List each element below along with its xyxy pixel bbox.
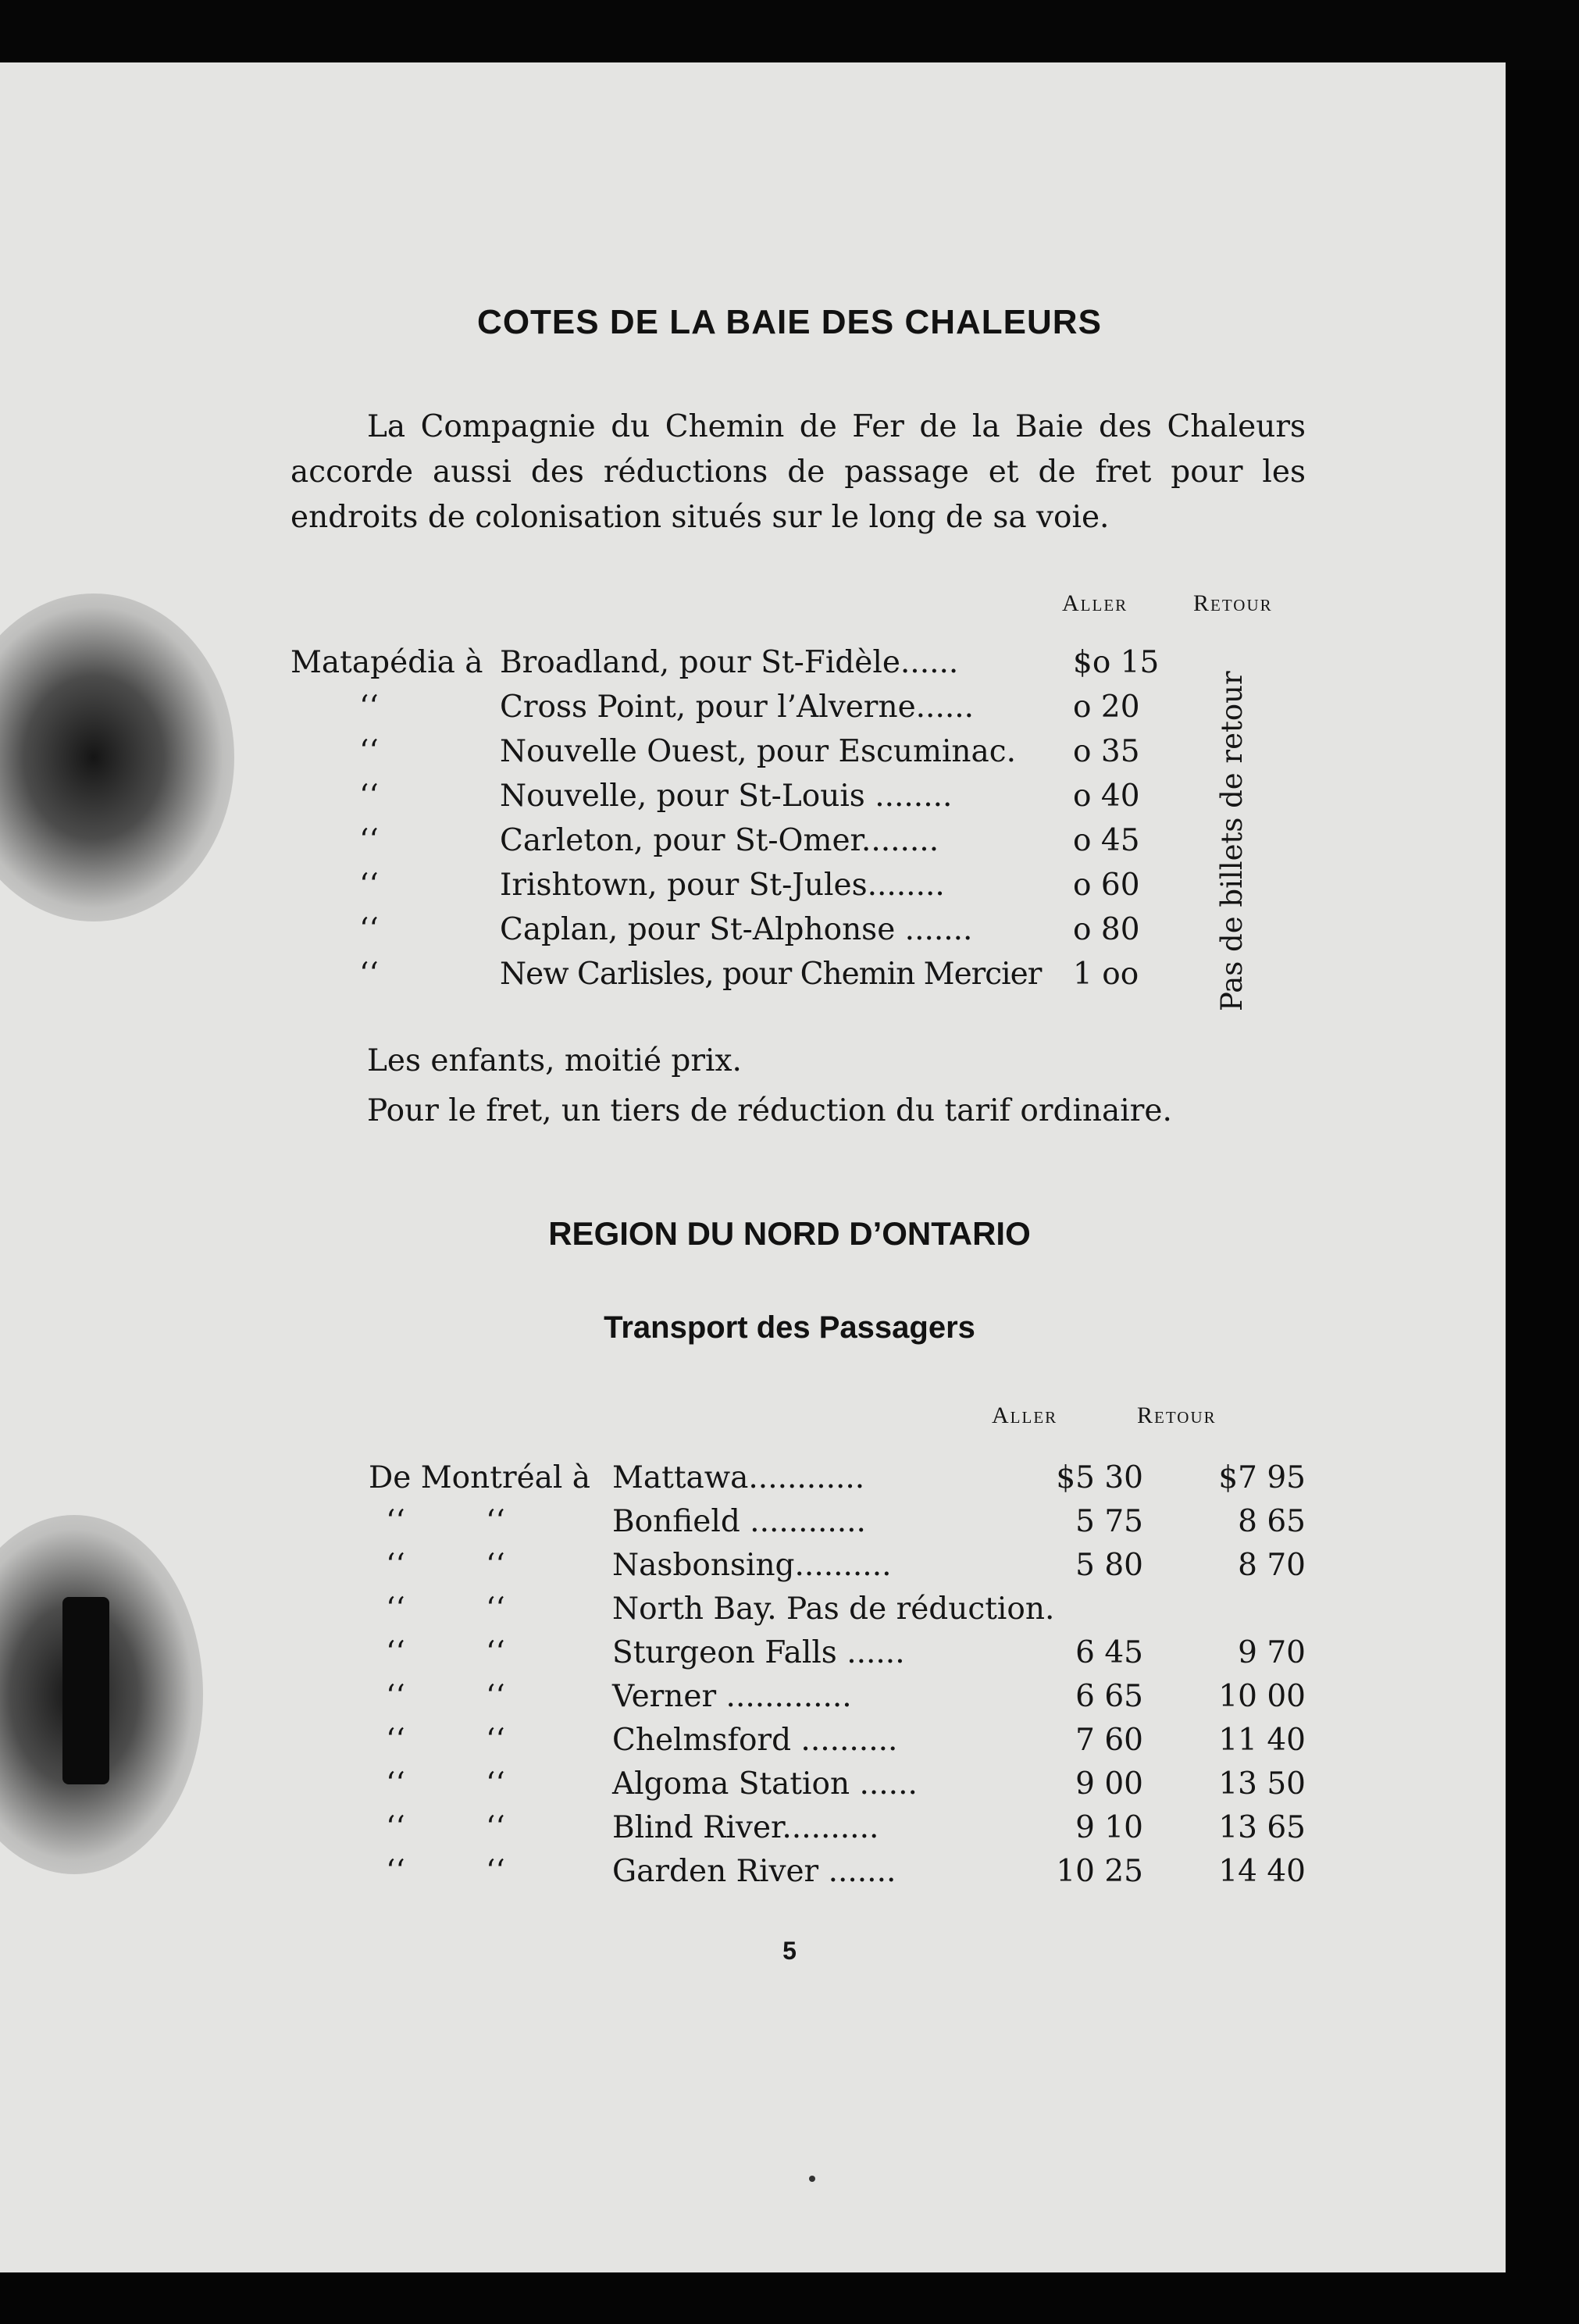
aller-cell: o 40 [1073,779,1140,814]
table-row [290,645,1228,690]
table-row [369,1635,1345,1679]
table-row [290,912,1228,957]
ditto-mark: ‘‘ [486,1766,505,1802]
section-subtitle: Transport des Passagers [604,1310,975,1345]
section-title: REGION DU NORD D’ONTARIO [548,1215,1031,1252]
page-number: 5 [782,1937,797,1965]
destination-cell: Irishtown, pour St-Jules........ [500,868,945,903]
retour-cell: 13 50 [1218,1766,1306,1802]
table-row [369,1766,1345,1810]
retour-note-vertical: Pas de billets de retour [1215,671,1249,1011]
fare-table-ontario [369,1460,1345,1898]
table-row [369,1854,1345,1898]
ditto-mark: ‘‘ [359,690,379,725]
aller-cell: 7 60 [1075,1723,1143,1758]
ditto-mark: ‘‘ [486,1504,505,1539]
aller-cell: $5 30 [1056,1460,1143,1495]
destination-cell: Sturgeon Falls ...... [612,1635,905,1670]
intro-paragraph: La Compagnie du Chemin de Fer de la Baie des Chaleurs accorde aussi des réductions de passage et de fret pour les endroits de colonisation situés sur le long de sa voie. [290,409,1306,535]
ditto-mark: ‘‘ [486,1592,505,1627]
ditto-mark: ‘‘ [386,1810,405,1845]
destination-cell: Bonfield ............ [612,1504,866,1539]
table-row [369,1504,1345,1548]
table-row [369,1548,1345,1592]
table-row [290,957,1228,1001]
freight-note: Pour le fret, un tiers de réduction du tarif ordinaire. [367,1093,1172,1128]
table-row [369,1679,1345,1723]
destination-cell: New Carlisles, pour Chemin Mercier [500,957,1042,992]
ink-dot [809,2176,815,2182]
binding-mark [62,1597,109,1784]
ditto-mark: ‘‘ [486,1635,505,1670]
ditto-mark: ‘‘ [486,1723,505,1758]
column-header-aller: Aller [1062,590,1128,616]
table-row [369,1460,1345,1504]
aller-cell: 9 00 [1075,1766,1143,1802]
table-row [290,690,1228,734]
aller-cell: o 35 [1073,734,1140,769]
scan-border-top [0,0,1579,70]
ditto-mark: ‘‘ [386,1723,405,1758]
destination-cell: North Bay. Pas de réduction. [612,1592,1055,1627]
column-header-retour: Retour [1137,1403,1217,1428]
ditto-mark: ‘‘ [386,1679,405,1714]
destination-cell: Nouvelle Ouest, pour Escuminac. [500,734,1017,769]
aller-cell: o 60 [1073,868,1140,903]
ditto-mark: ‘‘ [386,1504,405,1539]
destination-cell: Blind River.......... [612,1810,879,1845]
retour-cell: 11 40 [1218,1723,1306,1758]
table-row [290,868,1228,912]
destination-cell: Broadland, pour St-Fidèle...... [500,645,959,680]
table-row [290,779,1228,823]
aller-cell: 6 65 [1075,1679,1143,1714]
retour-cell: 10 00 [1218,1679,1306,1714]
retour-cell: 13 65 [1218,1810,1306,1845]
aller-cell: $o 15 [1073,645,1160,680]
retour-cell: 9 70 [1238,1635,1306,1670]
ditto-mark: ‘‘ [359,823,379,858]
aller-cell: 9 10 [1075,1810,1143,1845]
aller-cell: 5 80 [1075,1548,1143,1583]
destination-cell: Algoma Station ...... [612,1766,918,1802]
origin-cell: De Montréal à [369,1460,591,1495]
table-row [369,1723,1345,1766]
table-row [290,734,1228,779]
ditto-mark: ‘‘ [486,1854,505,1889]
table-row [369,1592,1345,1635]
table-row [369,1810,1345,1854]
ditto-mark: ‘‘ [386,1635,405,1670]
fare-table-chaleurs [290,645,1228,1001]
retour-cell: 8 70 [1238,1548,1306,1583]
destination-cell: Carleton, pour St-Omer........ [500,823,939,858]
aller-cell: o 20 [1073,690,1140,725]
destination-cell: Caplan, pour St-Alphonse ....... [500,912,973,947]
ditto-mark: ‘‘ [486,1679,505,1714]
table-row [290,823,1228,868]
ditto-mark: ‘‘ [386,1592,405,1627]
destination-cell: Nasbonsing.......... [612,1548,892,1583]
retour-cell: $7 95 [1218,1460,1306,1495]
ditto-mark: ‘‘ [486,1810,505,1845]
retour-cell: 14 40 [1218,1854,1306,1889]
ditto-mark: ‘‘ [359,912,379,947]
ditto-mark: ‘‘ [359,868,379,903]
aller-cell: o 45 [1073,823,1140,858]
ditto-mark: ‘‘ [359,957,379,992]
aller-cell: o 80 [1073,912,1140,947]
aller-cell: 5 75 [1075,1504,1143,1539]
column-header-aller: Aller [992,1403,1058,1428]
section-title: COTES DE LA BAIE DES CHALEURS [477,303,1102,341]
destination-cell: Chelmsford .......... [612,1723,898,1758]
destination-cell: Mattawa............ [612,1460,865,1495]
retour-cell: 8 65 [1238,1504,1306,1539]
destination-cell: Cross Point, pour l’Alverne...... [500,690,975,725]
ditto-mark: ‘‘ [359,779,379,814]
ditto-mark: ‘‘ [386,1766,405,1802]
aller-cell: 10 25 [1056,1854,1143,1889]
destination-cell: Nouvelle, pour St-Louis ........ [500,779,953,814]
ditto-mark: ‘‘ [486,1548,505,1583]
origin-cell: Matapédia à [290,645,483,680]
destination-cell: Verner ............. [612,1679,852,1714]
children-note: Les enfants, moitié prix. [367,1043,742,1078]
ink-smudge [0,593,234,921]
ditto-mark: ‘‘ [359,734,379,769]
ditto-mark: ‘‘ [386,1548,405,1583]
destination-cell: Garden River ....... [612,1854,896,1889]
aller-cell: 6 45 [1075,1635,1143,1670]
column-header-retour: Retour [1193,590,1273,616]
aller-cell: 1 oo [1073,957,1139,992]
ditto-mark: ‘‘ [386,1854,405,1889]
